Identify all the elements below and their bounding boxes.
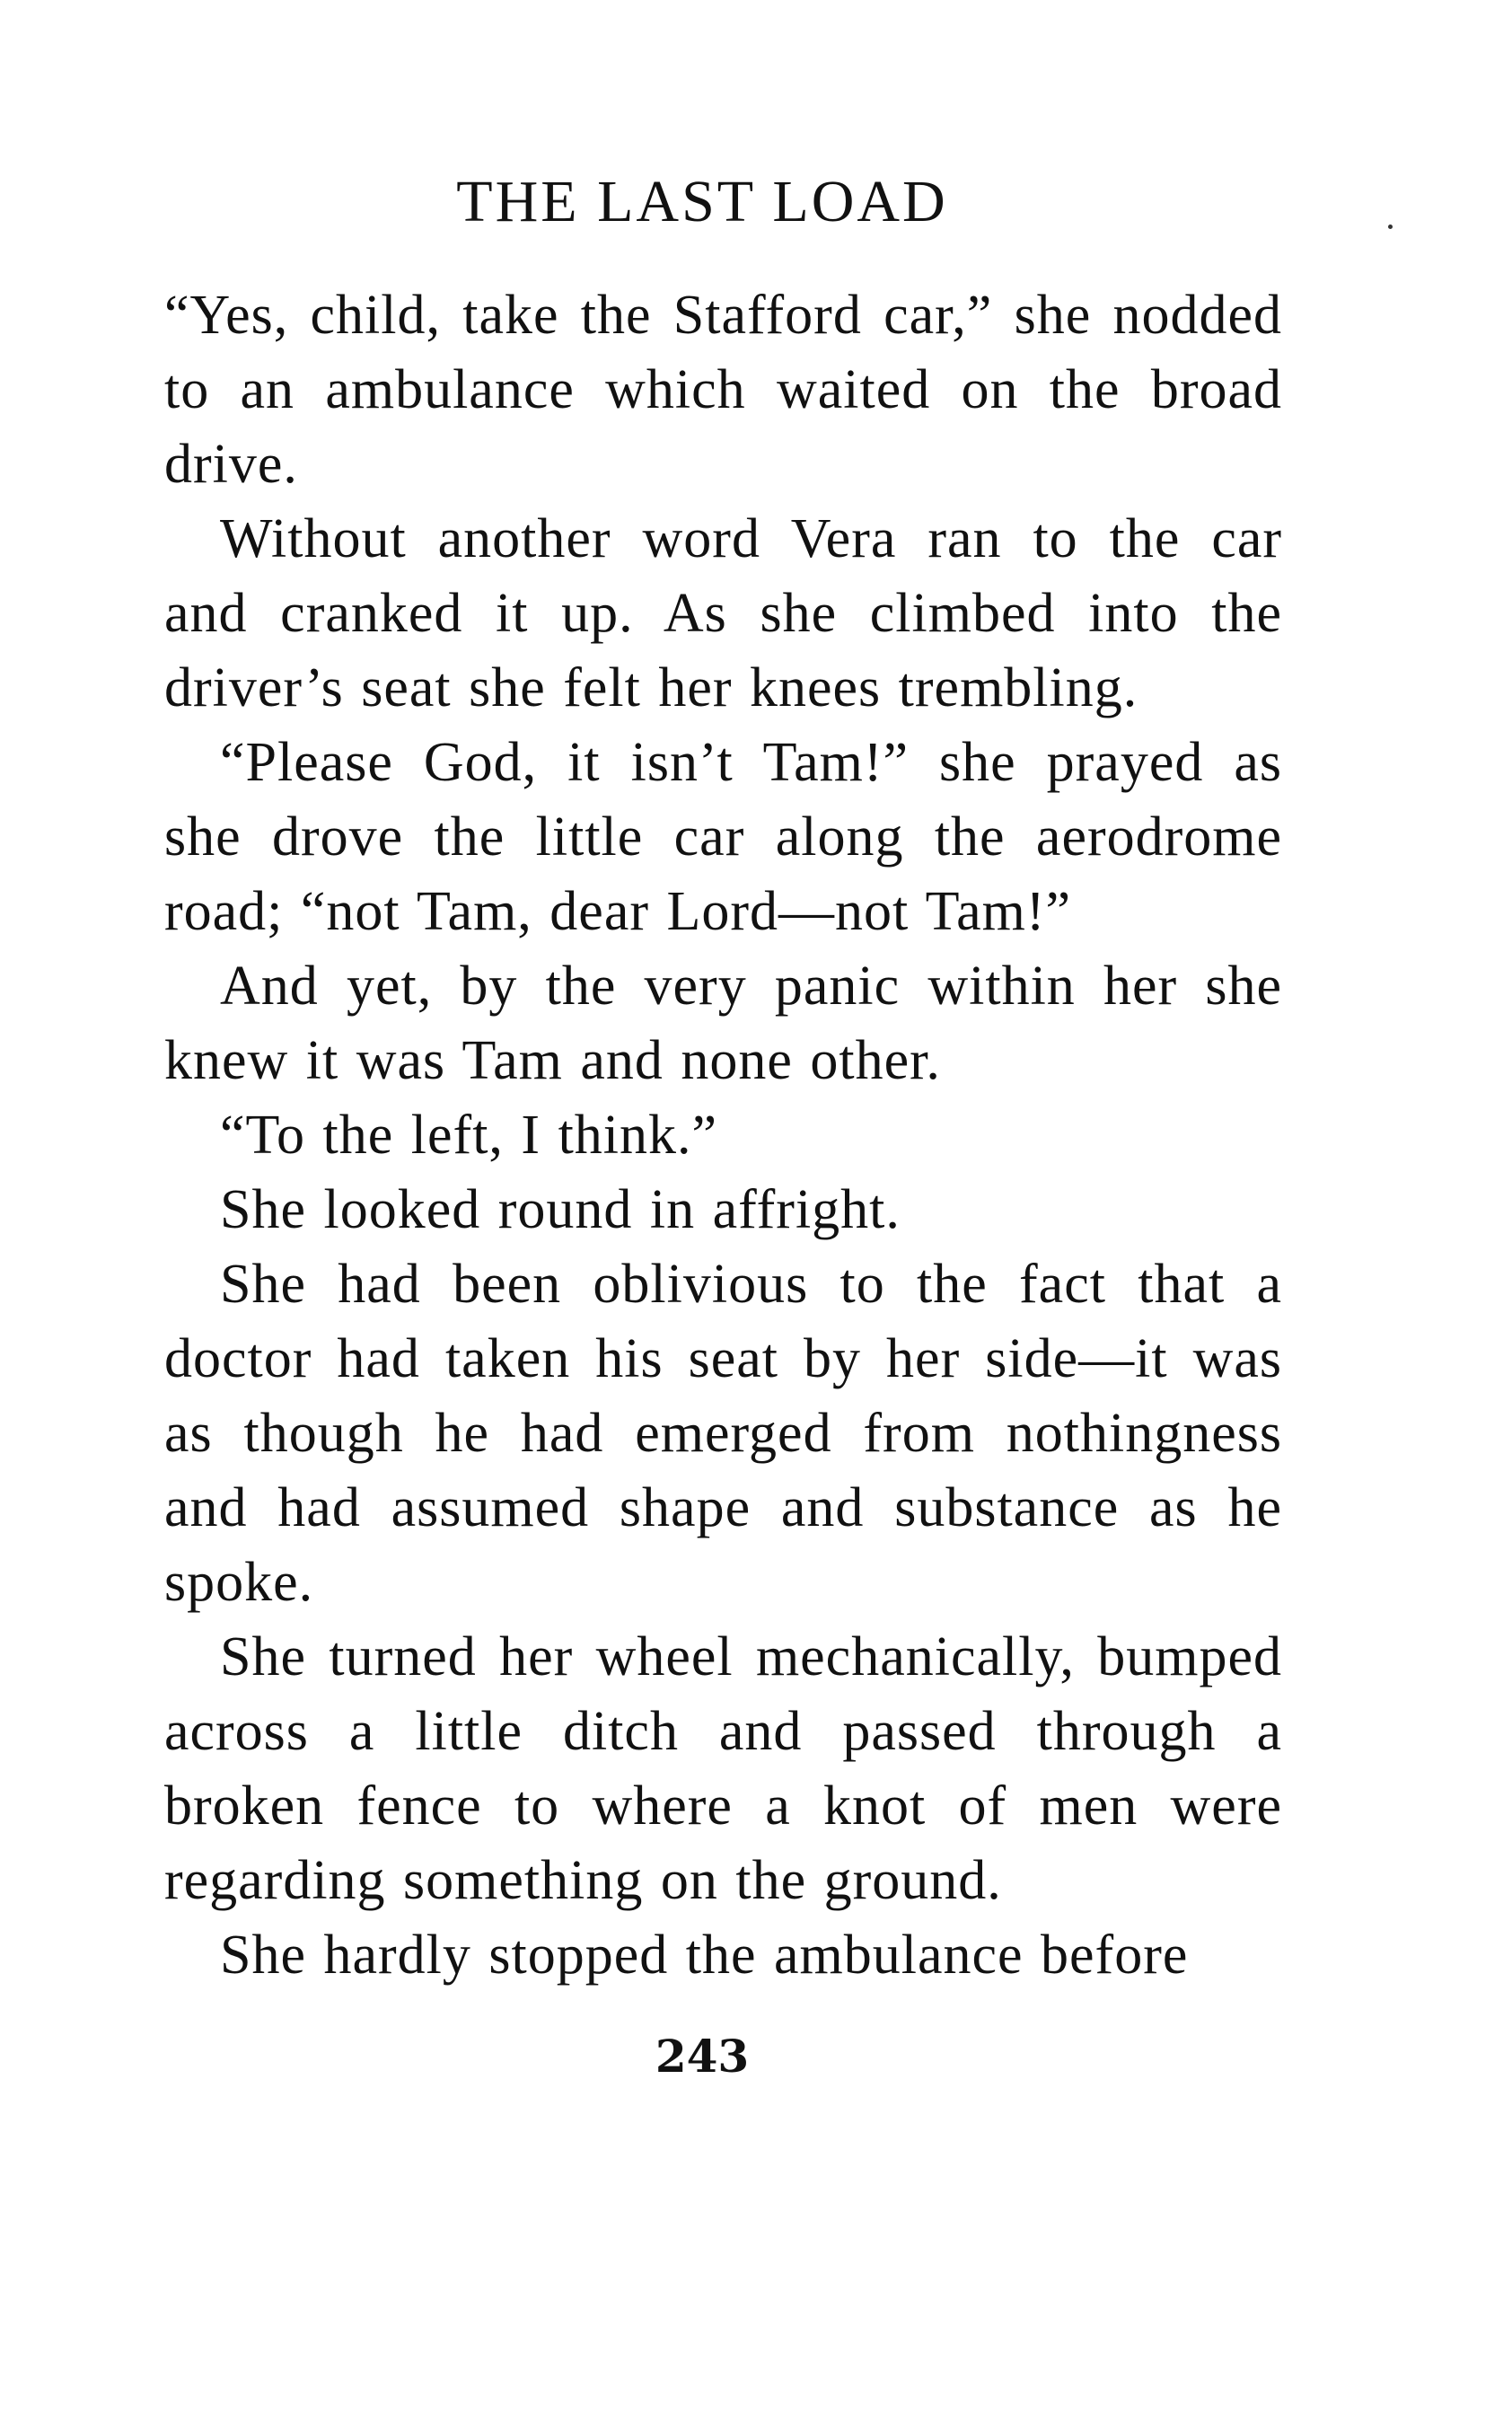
paragraph: She turned her wheel mechanically, bumped across a little ditch and passed through a broken fence to where a knot of men were regarding something on the ground. [164,1626,1282,1911]
paragraph: She looked round in affright. [220,1179,901,1240]
paragraph: “Please God, it isn’t Tam!” she prayed as she drove the little car along the aerodrome road; “not Tam, dear Lord—not Tam!” [164,732,1282,942]
ink-speck [1388,225,1393,229]
paragraph: “To the left, I think.” [220,1105,718,1166]
paragraph: And yet, by the very panic within her she knew it was Tam and none other. [164,956,1282,1091]
paragraph: Without another word Vera ran to the car and cranked it up. As she climbed into the driver’s seat she felt her knees trembling. [164,508,1282,718]
paragraph: She had been oblivious to the fact that a doctor had taken his seat by her side—it was as though he had emerged from nothingness and had assumed shape and substance as he spoke. [164,1254,1282,1613]
paragraph: She hardly stopped the ambulance before [220,1925,1189,1986]
paragraph: “Yes, child, take the Stafford car,” she nodded to an ambulance which waited on the broad drive. [164,285,1282,495]
running-head: THE LAST LOAD [456,169,948,234]
page-number: 243 [655,2030,750,2083]
body-text [164,278,1282,1993]
